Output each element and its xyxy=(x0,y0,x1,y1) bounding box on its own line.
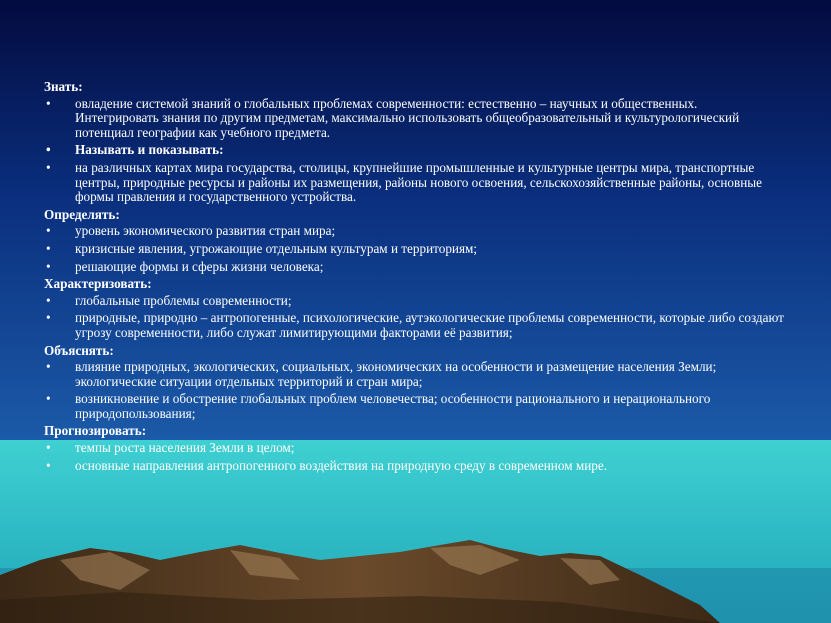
bullet-item xyxy=(44,392,784,421)
bullet-icon: • xyxy=(46,440,51,456)
bullet-icon: • xyxy=(46,457,51,473)
bullet-icon: • xyxy=(46,391,51,407)
bullet-text: овладение системой знаний о глобальных проблемах современности: естественно – научных и общественных. Интегрировать знания по другим предметам, максимально использовать общеобразовательный и культурологический потенциал географии как учебного предмета. xyxy=(75,95,740,140)
bullet-item xyxy=(44,459,784,474)
bullet-text: на различных картах мира государства, столицы, крупнейшие промышленные и культурные центры мира, транспортные центры, природные ресурсы и районы их размещения, районы нового освоения, сельскохозяйственные районы, основные формы правления и государственного устройства. xyxy=(75,159,763,205)
bullet-icon: • xyxy=(46,359,51,375)
section-heading: Знать: xyxy=(44,79,83,94)
bullet-item xyxy=(44,242,784,257)
bullet-text: кризисные явления, угрожающие отдельным культурам и территориям; xyxy=(75,240,478,256)
bullet-text: уровень экономического развития стран мира; xyxy=(75,223,336,239)
bullet-text: глобальные проблемы современности; xyxy=(75,292,292,308)
bullet-item xyxy=(44,311,784,340)
slide-text xyxy=(44,79,784,476)
bullet-icon: • xyxy=(46,159,51,175)
bullet-text: темпы роста населения Земли в целом; xyxy=(75,440,295,456)
bullet-icon: • xyxy=(46,292,51,308)
section-heading: Характеризовать: xyxy=(44,276,152,292)
bullet-icon: • xyxy=(46,240,51,256)
bullet-icon: • xyxy=(46,310,51,326)
bullet-subheading xyxy=(44,143,784,158)
bullet-item xyxy=(44,161,784,205)
bullet-text: природные, природно – антропогенные, психологические, аутэкологические проблемы современности, которые либо создают угрозу современности, либо служат лимитирующими факторами её развития; xyxy=(75,310,784,340)
bullet-item xyxy=(44,441,784,456)
bullet-text: решающие формы и сферы жизни человека; xyxy=(75,258,324,274)
section-heading: Объяснять: xyxy=(44,342,114,358)
bullet-item xyxy=(44,294,784,309)
bullet-icon: • xyxy=(46,95,51,111)
bullet-icon: • xyxy=(46,142,51,158)
bullet-item xyxy=(44,97,784,141)
bullet-text: основные направления антропогенного воздействия на природную среду в современном мире. xyxy=(75,457,607,473)
section-heading: Прогнозировать: xyxy=(44,423,147,439)
bullet-text: влияние природных, экологических, социальных, экономических на особенности и размещение населения Земли; экологические ситуации отдельных территорий и стран мира; xyxy=(75,359,717,389)
bullet-text: Называть и показывать: xyxy=(75,142,224,158)
bullet-item xyxy=(44,224,784,239)
bullet-icon: • xyxy=(46,223,51,239)
bullet-item xyxy=(44,360,784,389)
bullet-item xyxy=(44,260,784,275)
bullet-icon: • xyxy=(46,258,51,274)
bullet-text: возникновение и обострение глобальных проблем человечества; особенности рационального и нерационального природопользования; xyxy=(75,391,711,421)
section-heading: Определять: xyxy=(44,206,120,222)
